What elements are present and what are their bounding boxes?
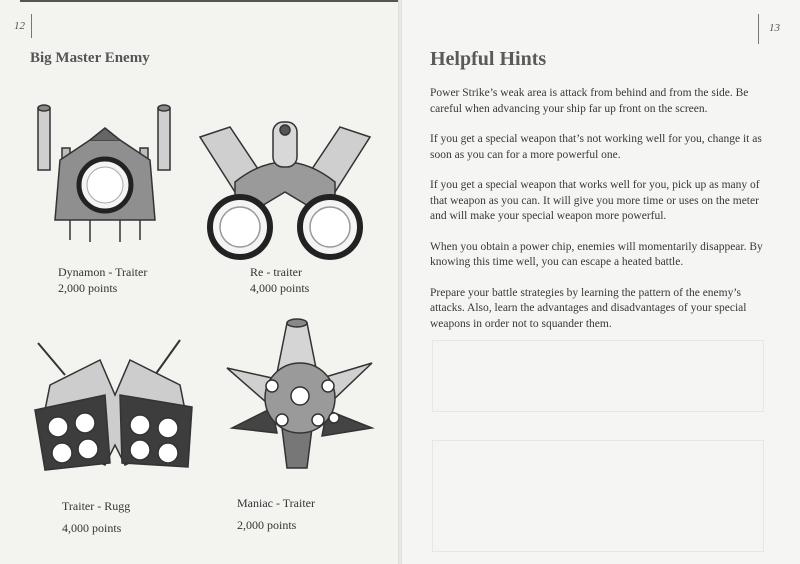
enemy-caption-maniac — [237, 492, 315, 536]
enemy-illustration-traiter-rugg — [30, 335, 200, 480]
enemy-points: 2,000 points — [237, 518, 297, 532]
enemy-name: Re - traiter — [250, 265, 302, 279]
enemy-illustration-dynamon — [30, 100, 180, 250]
hint-paragraph: Power Strike’s weak area is attack from behind and from the side. Be careful when advancing your ship far up front on the screen. — [430, 87, 749, 115]
hint-paragraph: If you get a special weapon that works well for you, pick up as many of that weapon as you can. It will give you more time or uses on the meter and will make your special weapon more powerful. — [430, 179, 760, 222]
enemy-points: 4,000 points — [250, 281, 310, 295]
top-rule — [20, 0, 398, 2]
section-title-big-master-enemy: Big Master Enemy — [30, 50, 150, 66]
hint-paragraph: When you obtain a power chip, enemies will momentarily disappear. By knowing this time well, you can escape a heated battle. — [430, 240, 763, 268]
enemy-illustration-maniac — [222, 318, 382, 478]
margin-rule — [758, 14, 759, 44]
page-number-left: 12 — [14, 20, 25, 32]
enemy-name: Traiter - Rugg — [62, 499, 131, 513]
enemy-caption-re-traiter — [250, 264, 309, 296]
hint-paragraph: If you get a special weapon that’s not working well for you, change it as soon as you can for a more powerful one. — [430, 133, 762, 161]
show-through-box — [432, 440, 764, 552]
page-number-right: 13 — [769, 22, 780, 34]
enemy-illustration-re-traiter — [195, 112, 375, 262]
enemy-name: Dynamon - Traiter — [58, 265, 148, 279]
enemy-name: Maniac - Traiter — [237, 496, 315, 510]
left-page — [0, 0, 398, 564]
margin-rule — [31, 14, 32, 38]
enemy-caption-traiter-rugg — [62, 495, 130, 539]
enemy-points: 2,000 points — [58, 281, 118, 295]
enemy-points: 4,000 points — [62, 521, 122, 535]
hints-list — [430, 86, 770, 347]
show-through-box — [432, 340, 764, 412]
hint-paragraph: Prepare your battle strategies by learning the pattern of the enemy’s attacks. Also, learn the advantages and disadvantages of your special weapons in order not to squander them. — [430, 286, 747, 330]
section-title-helpful-hints: Helpful Hints — [430, 48, 547, 70]
enemy-caption-dynamon — [58, 264, 147, 296]
